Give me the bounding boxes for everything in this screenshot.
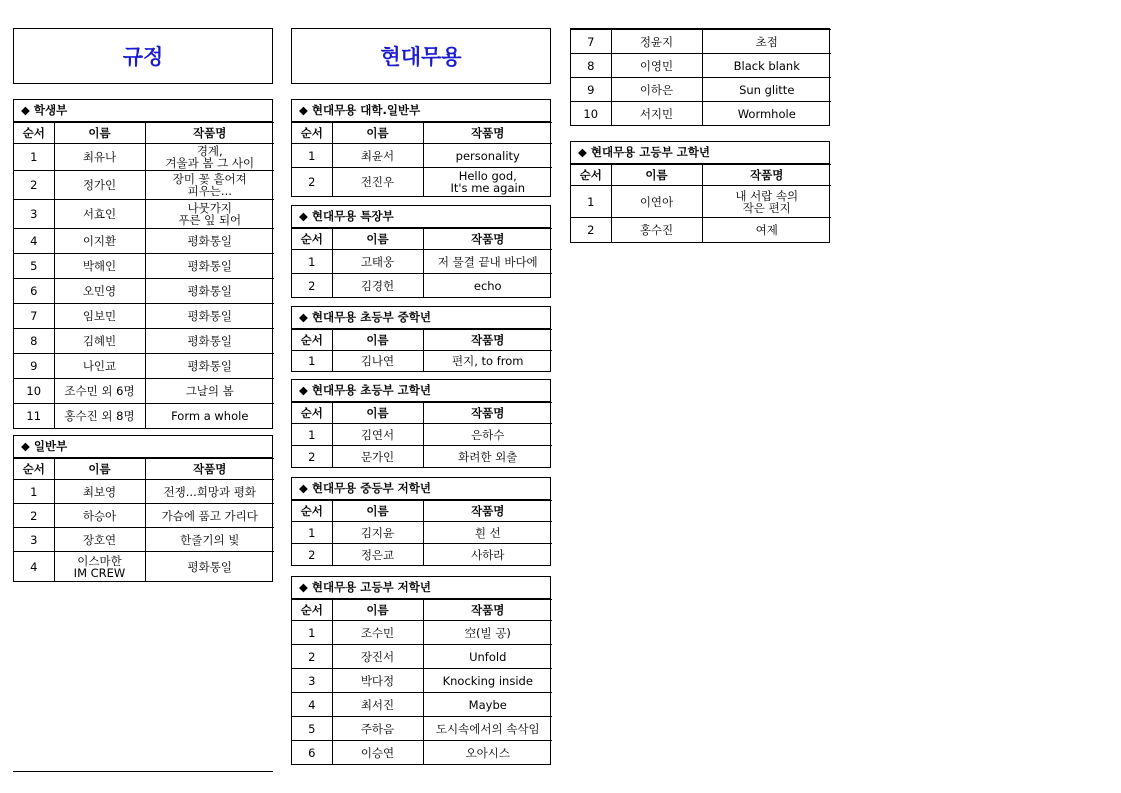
section-3	[291, 205, 551, 298]
section-2	[291, 99, 551, 197]
column-header-order: 순서	[292, 403, 332, 424]
cell-name: 박해인	[54, 254, 145, 279]
cell-name: 이승연	[332, 741, 423, 765]
cell-order: 11	[14, 404, 54, 429]
cell-name: 정은교	[332, 544, 423, 566]
cell-work: 평화통일	[145, 354, 274, 379]
cell-order: 3	[292, 669, 332, 693]
column-header-name: 이름	[332, 123, 423, 144]
column-header-order: 순서	[292, 123, 332, 144]
table-row	[14, 144, 274, 171]
cell-order: 8	[571, 54, 611, 78]
cell-order: 8	[14, 329, 54, 354]
cell-order: 3	[14, 200, 54, 229]
cell-work: 내 서랍 속의 작은 편지	[702, 186, 831, 218]
column-header-work: 작품명	[423, 229, 552, 250]
section-title: ◆ 현대무용 고등부 고학년	[571, 142, 829, 164]
column-header-order: 순서	[292, 229, 332, 250]
entry-table	[571, 29, 831, 125]
section-title: ◆ 현대무용 특장부	[292, 206, 550, 228]
table-header-row	[292, 600, 552, 621]
cell-work: Wormhole	[702, 102, 831, 126]
entry-table	[571, 164, 831, 242]
entry-table	[292, 599, 552, 764]
cell-name: 박다정	[332, 669, 423, 693]
cell-order: 2	[292, 274, 332, 298]
section-title: ◆ 학생부	[14, 100, 272, 122]
cell-work: 평화통일	[145, 279, 274, 304]
cell-name: 홍수진 외 8명	[54, 404, 145, 429]
footer-divider	[13, 771, 273, 772]
column-header-work: 작품명	[702, 165, 831, 186]
cell-work: 한줄기의 빛	[145, 528, 274, 552]
column-header-name: 이름	[332, 403, 423, 424]
cell-name: 김지윤	[332, 522, 423, 544]
cell-order: 5	[14, 254, 54, 279]
table-header-row	[14, 459, 274, 480]
cell-work: 空(빌 공)	[423, 621, 552, 645]
table-row	[14, 504, 274, 528]
cell-name: 임보민	[54, 304, 145, 329]
table-row	[292, 522, 552, 544]
entry-table	[292, 329, 552, 371]
cell-work: personality	[423, 144, 552, 168]
section-title: ◆ 현대무용 중등부 저학년	[292, 478, 550, 500]
cell-work: 평화통일	[145, 329, 274, 354]
cell-order: 1	[292, 522, 332, 544]
title-box-contemporary-dance: 현대무용	[291, 28, 551, 84]
table-row	[292, 446, 552, 468]
cell-name: 김연서	[332, 424, 423, 446]
entry-table	[292, 228, 552, 297]
cell-work: 은하수	[423, 424, 552, 446]
cell-name: 최유나	[54, 144, 145, 171]
entry-table	[14, 122, 274, 428]
column-header-work: 작품명	[423, 501, 552, 522]
cell-name: 이하은	[611, 78, 702, 102]
cell-name: 홍수진	[611, 218, 702, 243]
cell-order: 1	[292, 351, 332, 372]
column-header-work: 작품명	[145, 459, 274, 480]
table-row	[14, 304, 274, 329]
cell-order: 2	[571, 218, 611, 243]
cell-work: 화려한 외출	[423, 446, 552, 468]
cell-work: Hello god, It's me again	[423, 168, 552, 197]
cell-order: 7	[571, 30, 611, 54]
section-title: ◆ 현대무용 초등부 고학년	[292, 380, 550, 402]
cell-name: 김나연	[332, 351, 423, 372]
cell-work: 평화통일	[145, 229, 274, 254]
table-row	[292, 144, 552, 168]
cell-work: 나뭇가지 푸른 잎 되어	[145, 200, 274, 229]
cell-work: 가슴에 품고 가리다	[145, 504, 274, 528]
section-5	[291, 379, 551, 468]
section-4	[291, 306, 551, 372]
cell-order: 9	[14, 354, 54, 379]
cell-name: 이연아	[611, 186, 702, 218]
table-header-row	[292, 123, 552, 144]
table-row	[14, 254, 274, 279]
section-title: ◆ 현대무용 초등부 중학년	[292, 307, 550, 329]
table-row	[292, 424, 552, 446]
column-header-work: 작품명	[423, 600, 552, 621]
table-row	[14, 379, 274, 404]
table-row	[292, 544, 552, 566]
cell-name: 하승아	[54, 504, 145, 528]
section-title: ◆ 현대무용 대학.일반부	[292, 100, 550, 122]
table-row	[14, 329, 274, 354]
cell-name: 장진서	[332, 645, 423, 669]
section-8	[570, 28, 830, 126]
cell-name: 정윤지	[611, 30, 702, 54]
cell-order: 4	[14, 552, 54, 582]
cell-work: echo	[423, 274, 552, 298]
column-header-name: 이름	[332, 501, 423, 522]
table-row	[14, 404, 274, 429]
table-row	[292, 621, 552, 645]
cell-work: 흰 선	[423, 522, 552, 544]
cell-order: 7	[14, 304, 54, 329]
cell-order: 1	[292, 250, 332, 274]
cell-work: 편지, to from	[423, 351, 552, 372]
table-row	[14, 354, 274, 379]
section-0	[13, 99, 273, 429]
entry-table	[292, 500, 552, 565]
cell-order: 1	[292, 144, 332, 168]
cell-work: 사하라	[423, 544, 552, 566]
cell-order: 4	[292, 693, 332, 717]
cell-work: Knocking inside	[423, 669, 552, 693]
table-row	[292, 717, 552, 741]
cell-work: Black blank	[702, 54, 831, 78]
cell-name: 조수민 외 6명	[54, 379, 145, 404]
table-header-row	[292, 501, 552, 522]
cell-name: 나인교	[54, 354, 145, 379]
column-header-work: 작품명	[423, 403, 552, 424]
cell-work: 평화통일	[145, 552, 274, 582]
cell-name: 서지민	[611, 102, 702, 126]
table-header-row	[292, 330, 552, 351]
column-header-order: 순서	[571, 165, 611, 186]
cell-name: 이스마한 IM CREW	[54, 552, 145, 582]
column-header-order: 순서	[14, 459, 54, 480]
cell-order: 2	[14, 504, 54, 528]
cell-work: 경계, 겨울과 봄 그 사이	[145, 144, 274, 171]
table-header-row	[571, 165, 831, 186]
table-header-row	[292, 229, 552, 250]
cell-name: 최보영	[54, 480, 145, 504]
table-row	[292, 351, 552, 372]
section-6	[291, 477, 551, 566]
column-header-order: 순서	[292, 330, 332, 351]
cell-order: 5	[292, 717, 332, 741]
cell-order: 2	[292, 645, 332, 669]
cell-order: 1	[292, 424, 332, 446]
cell-order: 2	[292, 446, 332, 468]
table-row	[14, 552, 274, 582]
column-header-name: 이름	[332, 229, 423, 250]
cell-order: 2	[292, 544, 332, 566]
cell-order: 3	[14, 528, 54, 552]
column-header-name: 이름	[611, 165, 702, 186]
cell-name: 주하음	[332, 717, 423, 741]
cell-work: 오아시스	[423, 741, 552, 765]
cell-order: 1	[14, 144, 54, 171]
section-9	[570, 141, 830, 243]
cell-name: 이지환	[54, 229, 145, 254]
cell-order: 6	[292, 741, 332, 765]
table-row	[292, 741, 552, 765]
table-row	[14, 229, 274, 254]
cell-name: 전진우	[332, 168, 423, 197]
entry-table	[292, 122, 552, 196]
cell-order: 2	[292, 168, 332, 197]
column-header-name: 이름	[332, 330, 423, 351]
cell-order: 6	[14, 279, 54, 304]
table-row	[571, 102, 831, 126]
table-row	[292, 693, 552, 717]
cell-work: 초점	[702, 30, 831, 54]
table-row	[14, 480, 274, 504]
cell-name: 서효인	[54, 200, 145, 229]
cell-work: 평화통일	[145, 304, 274, 329]
cell-order: 10	[571, 102, 611, 126]
section-title: ◆ 현대무용 고등부 저학년	[292, 577, 550, 599]
table-row	[292, 274, 552, 298]
cell-name: 문가인	[332, 446, 423, 468]
cell-name: 김혜빈	[54, 329, 145, 354]
table-row	[571, 78, 831, 102]
column-header-name: 이름	[54, 459, 145, 480]
cell-name: 장호연	[54, 528, 145, 552]
table-row	[571, 218, 831, 243]
cell-order: 2	[14, 171, 54, 200]
cell-order: 10	[14, 379, 54, 404]
table-header-row	[292, 403, 552, 424]
table-row	[14, 171, 274, 200]
table-row	[292, 645, 552, 669]
cell-work: 장미 꽃 흩어져 피우는...	[145, 171, 274, 200]
column-header-work: 작품명	[423, 330, 552, 351]
table-header-row	[14, 123, 274, 144]
table-row	[14, 279, 274, 304]
cell-work: Form a whole	[145, 404, 274, 429]
cell-name: 오민영	[54, 279, 145, 304]
table-row	[14, 528, 274, 552]
cell-name: 최서진	[332, 693, 423, 717]
cell-work: Maybe	[423, 693, 552, 717]
cell-work: 전쟁...희망과 평화	[145, 480, 274, 504]
cell-work: Sun glitte	[702, 78, 831, 102]
table-row	[292, 168, 552, 197]
column-header-name: 이름	[54, 123, 145, 144]
column-header-work: 작품명	[423, 123, 552, 144]
table-row	[571, 54, 831, 78]
table-row	[14, 200, 274, 229]
entry-table	[292, 402, 552, 467]
cell-order: 1	[292, 621, 332, 645]
cell-work: 평화통일	[145, 254, 274, 279]
cell-work: 그날의 봄	[145, 379, 274, 404]
cell-work: 저 물결 끝내 바다에	[423, 250, 552, 274]
cell-name: 조수민	[332, 621, 423, 645]
cell-work: 여제	[702, 218, 831, 243]
cell-work: 도시속에서의 속삭임	[423, 717, 552, 741]
column-header-work: 작품명	[145, 123, 274, 144]
cell-order: 1	[14, 480, 54, 504]
column-header-order: 순서	[292, 501, 332, 522]
cell-name: 이영민	[611, 54, 702, 78]
cell-work: Unfold	[423, 645, 552, 669]
column-header-order: 순서	[292, 600, 332, 621]
section-title: ◆ 일반부	[14, 436, 272, 458]
table-row	[292, 250, 552, 274]
section-1	[13, 435, 273, 582]
table-row	[571, 30, 831, 54]
section-7	[291, 576, 551, 765]
column-header-name: 이름	[332, 600, 423, 621]
cell-order: 9	[571, 78, 611, 102]
cell-name: 정가인	[54, 171, 145, 200]
table-row	[292, 669, 552, 693]
title-box-regulations: 규정	[13, 28, 273, 84]
cell-order: 4	[14, 229, 54, 254]
cell-order: 1	[571, 186, 611, 218]
cell-name: 최윤서	[332, 144, 423, 168]
cell-name: 고태웅	[332, 250, 423, 274]
table-row	[571, 186, 831, 218]
entry-table	[14, 458, 274, 581]
cell-name: 김경헌	[332, 274, 423, 298]
column-header-order: 순서	[14, 123, 54, 144]
